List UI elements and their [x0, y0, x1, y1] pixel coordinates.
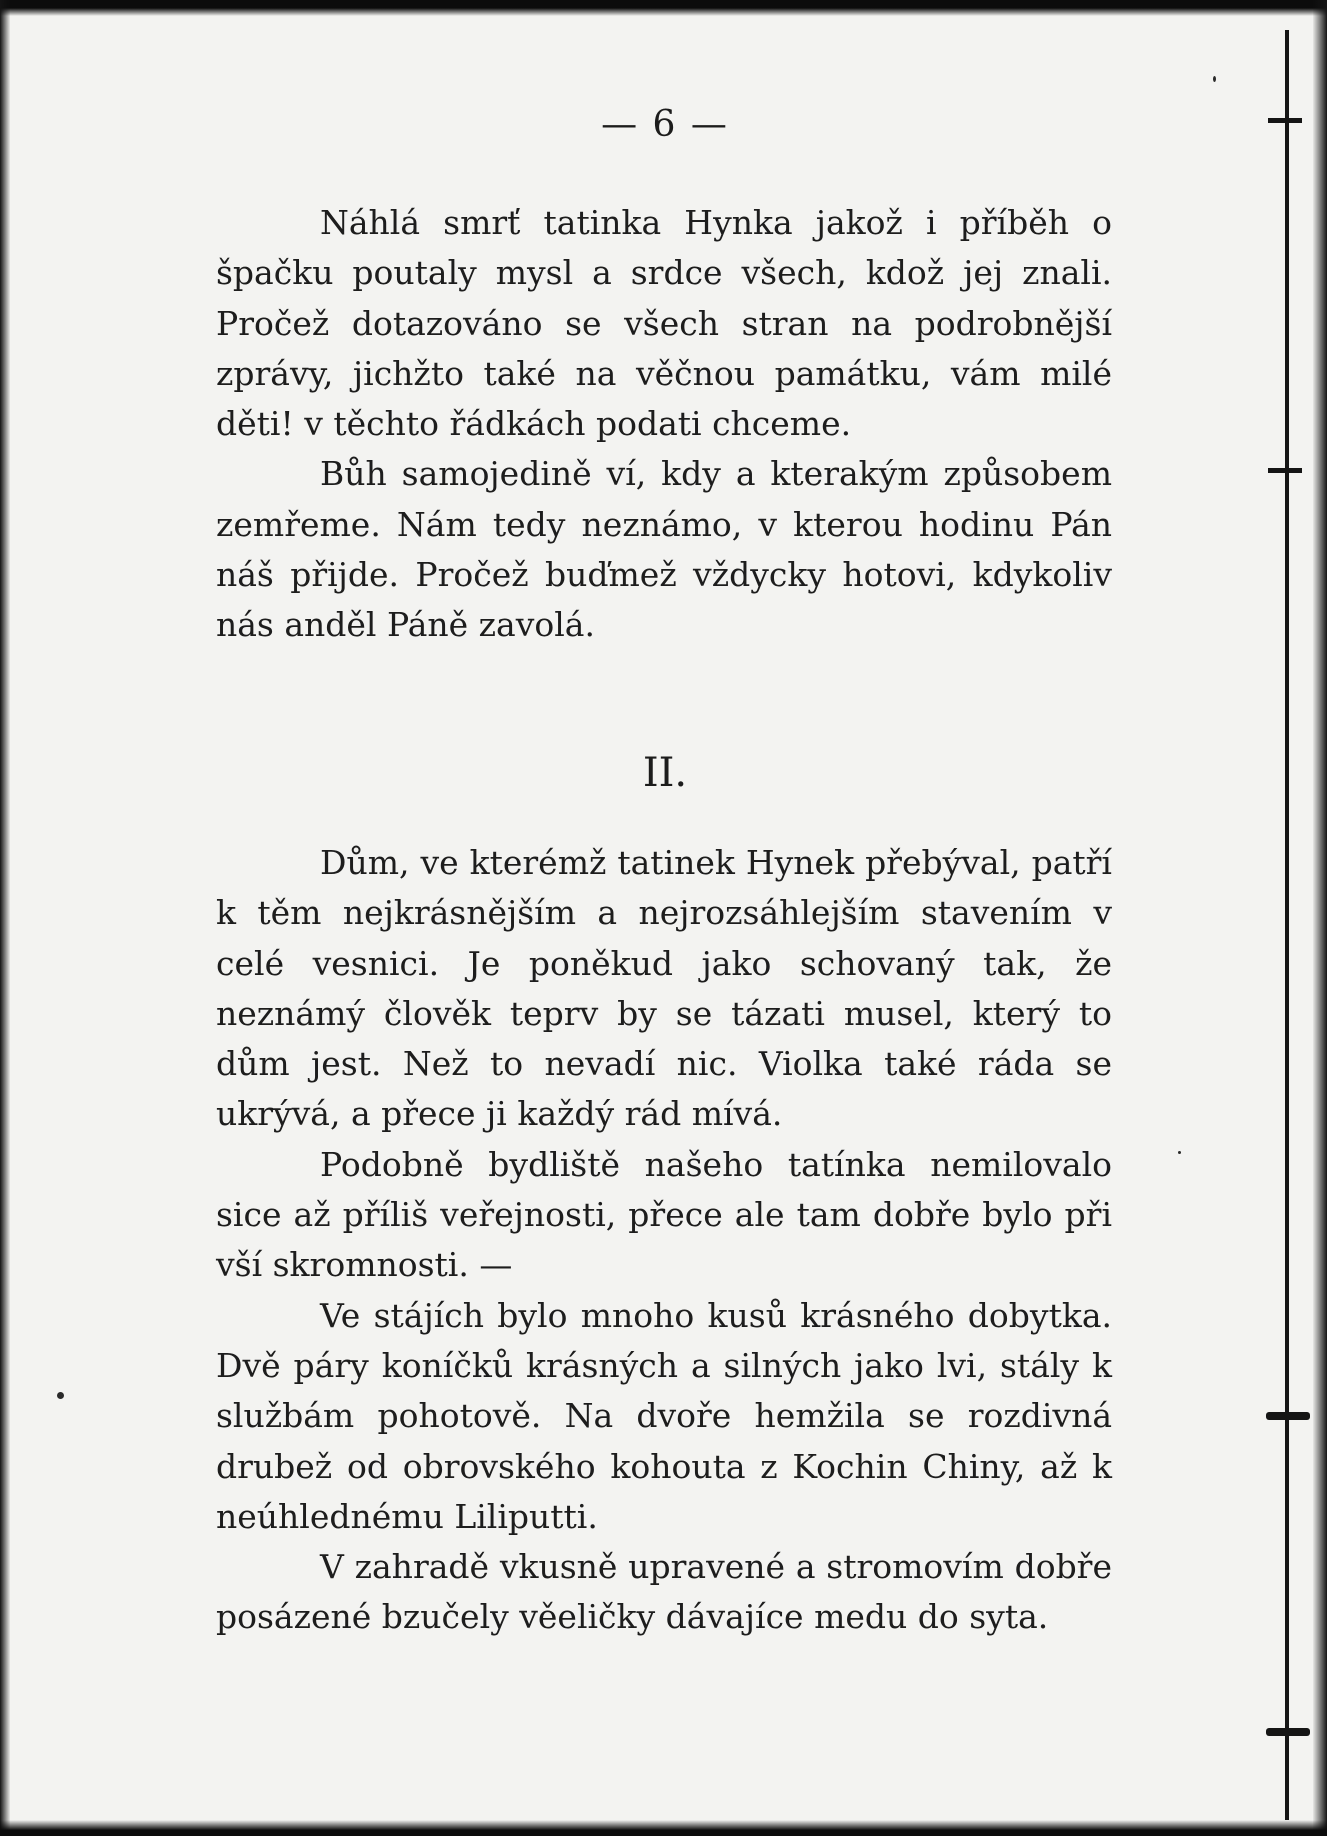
paragraph: V zahradě vkusně upravené a stromovím dobře posázené bzučely věeličky dávajíce medu do syta. — [216, 1547, 1112, 1637]
scan-speck — [57, 1392, 64, 1399]
paragraph: Bůh samojedině ví, kdy a kterakým způsobem zemřeme. Nám tedy neznámo, v kterou hodinu Pán náš přijde. Pročež buďmež vždycky hotovi, kdykoliv nás anděl Páně zavolá. — [216, 454, 1112, 645]
scan-left-edge — [0, 0, 10, 1836]
binding-stitch — [1268, 118, 1302, 123]
paragraph: Dům, ve kterémž tatinek Hynek přebýval, patří k těm nejkrásnějším a nejrozsáhlejším stavením v celé vesnici. Je poněkud jako schovaný tak, že neznámý člověk teprv by se tázati musel, který to dům jest. Než to nevadí nic. Violka také ráda se ukrývá, a přece ji každý rád mívá. — [216, 843, 1112, 1134]
paragraph: Náhlá smrť tatinka Hynka jakož i příběh o špačku poutaly mysl a srdce všech, kdož jej znali. Pročež dotazováno se všech stran na podrobnější zprávy, jichžto také na věčnou památku, vám milé děti! v těchto řádkách podati chceme. — [216, 203, 1112, 444]
scan-speck — [1213, 76, 1216, 82]
scan-right-edge — [1313, 0, 1327, 1836]
binding-stitch — [1268, 468, 1302, 473]
binding-stitch — [1266, 1728, 1310, 1736]
section-heading: II. — [642, 750, 688, 796]
scan-speck — [1178, 1151, 1181, 1154]
scan-bottom-edge — [0, 1820, 1327, 1836]
scan-top-edge — [0, 0, 1327, 16]
text-block-intro — [216, 198, 1112, 651]
binding-stitch — [1266, 1412, 1310, 1420]
paragraph: Ve stájích bylo mnoho kusů krásného dobytka. Dvě páry koníčků krásných a silných jako lvi, stály k službám pohotově. Na dvoře hemžila se rozdivná drubež od obrovského kohouta z Kochin Chiny, až k neúhlednému Liliputti. — [216, 1295, 1112, 1536]
paragraph: Podobně bydliště našeho tatínka nemilovalo sice až příliš veřejnosti, přece ale tam dobře bylo při vší skromnosti. — — [216, 1144, 1112, 1285]
page-number: — 6 — — [601, 104, 729, 145]
binding-thread — [1285, 30, 1289, 1820]
text-block-section-2 — [216, 838, 1112, 1643]
